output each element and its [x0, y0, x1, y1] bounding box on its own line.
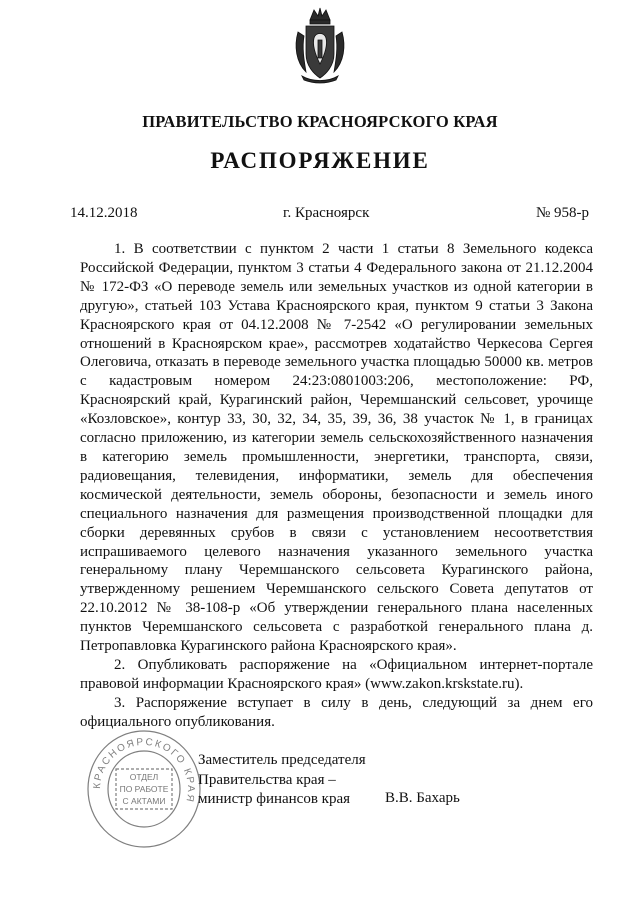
paragraph-3: 3. Распоряжение вступает в силу в день, следующий за днем его официального опубликования. — [80, 694, 593, 730]
svg-text:КРАСНОЯРСКОГО КРАЯ: КРАСНОЯРСКОГО КРАЯ — [91, 736, 197, 805]
document-date: 14.12.2018 — [70, 205, 138, 221]
signatory-position — [198, 751, 366, 810]
paragraph-2: 2. Опубликовать распоряжение на «Официальном интернет-портале правовой информации Красноярского края» (www.zakon.krskstate.ru). — [80, 656, 593, 692]
svg-text:ПО РАБОТЕ: ПО РАБОТЕ — [119, 784, 169, 794]
coat-of-arms-icon — [292, 6, 348, 84]
organization-name: ПРАВИТЕЛЬСТВО КРАСНОЯРСКОГО КРАЯ — [142, 112, 498, 131]
document-title: РАСПОРЯЖЕНИЕ — [210, 148, 430, 173]
svg-text:ОТДЕЛ: ОТДЕЛ — [129, 772, 159, 782]
position-line-1: Заместитель председателя — [198, 752, 366, 768]
position-line-2: Правительства края – — [198, 771, 336, 788]
paragraph-1: 1. В соответствии с пунктом 2 части 1 статьи 8 Земельного кодекса Российской Федерации, пунктом 3 статьи 4 Федерального закона от 21.12.2004 № 172-ФЗ «О переводе земель или земельных участков из одной категории в другую», статьей 103 Устава Красноярского края, пунктом 9 статьи 3 Закона Красноярского края от 04.12.2008 № 7-2542 «О регулировании земельных отношений в Красноярском крае», рассмотрев ходатайство Черкесова Сергея Олеговича, отказать в переводе земельного участка площадью 50000 кв. метров с кадастровым номером 24:23:0801003:206, местоположение: РФ, Красноярский край, Курагинский район, Черемшанский сельсовет, урочище «Козловское», контур 33, 30, 32, 34, 35, 39, 36, 38 участок № 1, в границах согласно приложению, из категории земель сельскохозяйственного назначения в категорию земель промышленности, энергетики, транспорта, связи, радиовещания, телевидения, информатики, земель для обеспечения космической деятельности, земель обороны, безопасности и земель иного специального назначения для размещения производственной площадки для сборки деревянных срубов в связи с установлением несоответствия испрашиваемого целевого назначения указанного земельного участка генеральному плану Черемшанского сельсовета Курагинского района, утвержденному решением Черемшанского сельского Совета депутатов от 22.10.2012 № 38-108-р «Об утверждении генерального плана населенных пунктов Черемшанского сельсовета с разработкой генерального плана д. Петропавловка Курагинского района Красноярского края». — [80, 241, 593, 655]
svg-text:С АКТАМИ: С АКТАМИ — [122, 796, 166, 806]
document-city: г. Красноярск — [283, 205, 370, 221]
position-line-3: министр финансов края — [198, 791, 351, 807]
signatory-name: В.В. Бахарь — [385, 790, 460, 806]
document-body — [80, 240, 593, 732]
round-stamp-icon — [84, 727, 204, 851]
document-number: № 958-р — [535, 205, 589, 221]
